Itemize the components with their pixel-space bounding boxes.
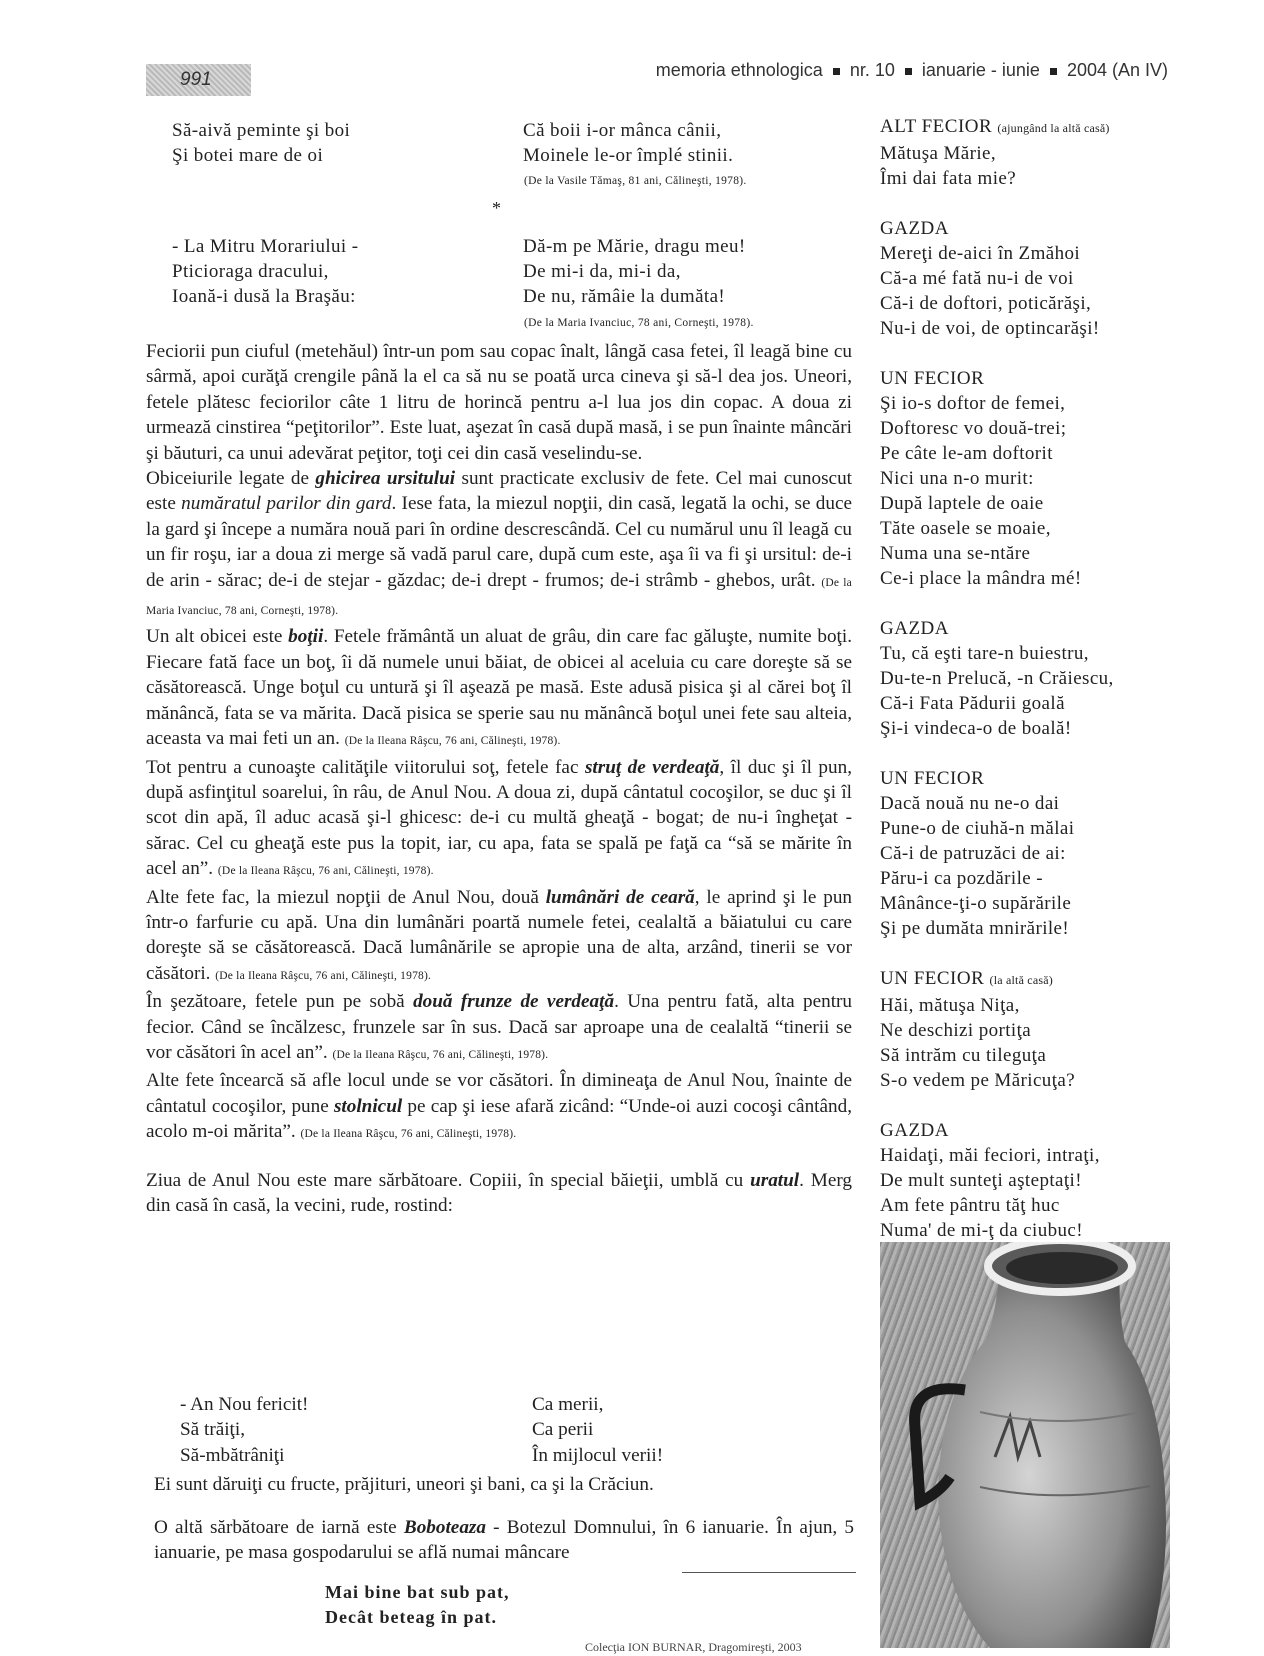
paragraph: Tot pentru a cunoaşte calităţile viitorului soţ, fetele fac struţ de verdeaţă, îl duc şi îl pun, după asfinţitul soarelui, în râu, de Anul Nou. A doua zi, după cântatul cocoşilor, se duc şi îl scot din apă, îl aduc acasă şi-l ghicesc: de-i cu multă gheaţă - bogat; de nu-i îngheţat - sărac. Cel cu gheaţă este pus la topit, iar, cu apa, fata se spală pe faţă ca “să se mărite în acel an”. (De la Ileana Râşcu, 76 ani, Călineşti, 1978). [146,756,852,880]
dialogue-block [880,114,1170,191]
verse-top-left [172,118,350,168]
square-bullet-icon [833,68,840,75]
dialogue-block [880,766,1170,941]
verse-line: Numa' de mi-ţ da ciubuc! [880,1220,1083,1241]
paragraph: Ei sunt dăruiţi cu fructe, prăjituri, uneori şi bani, ca şi la Crăciun. [154,1474,654,1495]
section-separator: * [492,198,501,218]
verse-line: Haidaţi, măi feciori, intraţi, [880,1145,1100,1166]
verse-line: Tăte oasele se moaie, [880,518,1051,539]
verse-line: Ioană-i dusă la Braşău: [172,286,356,307]
speaker-name: UN FECIOR [880,768,985,789]
keyword: struţ de verdeaţă [584,756,720,778]
issue-year: 2004 (An IV) [1066,60,1168,80]
verse-line: Hăi, mătuşa Niţa, [880,995,1020,1016]
verse-second-left [172,234,359,309]
verse-line: Ce-i place la mândra mé! [880,568,1082,589]
verse-line: Că boii i-or mânca cânii, [523,120,722,141]
verse-line: - An Nou fericit! [180,1394,309,1415]
verse-line: S-o vedem pe Măricuţa? [880,1070,1076,1091]
verse-top-middle [523,118,733,168]
verse-line: Ca perii [532,1419,594,1441]
page-number: 991 [146,64,251,96]
source-citation: (De la Maria Ivanciuc, 78 ani, Corneşti, 1978). [524,317,754,329]
verse-line: Păru-i ca pozdările - [880,868,1043,889]
paragraph: Obiceiurile legate de ghicirea ursitului sunt practicate exclusiv de fete. Cel mai cunoscut este număratul parilor din gard. Iese fata, la miezul nopţii, din casă, legată la ochi, se duce la gard şi începe a număra nouă pari în ordine descrescândă. Cel cu numărul unu îl leagă cu un fir roşu, iar a doua zi merge să vadă parul care, după cum este, aşa îi va fi şi ursitul: de-i de arin - sărac; de-i de stejar - găzdac; de-i drept - frumos; de-i strâmb - ghebos, urât. (De la Maria Ivanciuc, 78 ani, Corneşti, 1978). [146,468,852,618]
paragraph: Un alt obicei este boţii. Fetele frământă un aluat de grâu, din care fac găluşte, numite boţi. Fiecare fată face un boţ, îi dă numele unui băiat, de obicei al aceluia cu care doreşte să se căsătorească. Unge boţul cu untură şi îl aşează pe masă. Este adusă pisica şi al cărei boţ îl mănâncă, fata se va mărita. Dacă pisica se sperie sau nu mănâncă boţul unei fete sau alteia, aceasta va mai feti un an. (De la Ileana Râşcu, 76 ani, Călineşti, 1978). [146,626,853,750]
paragraph: Feciorii pun ciuful (metehăul) într-un pom sau copac înalt, lângă casa fetei, îl leagă bine cu sârmă, apoi curăţă crengile până la el ca să nu se poată urca cineva şi să-l dea jos. Uneori, fetele plătesc feciorilor câte 1 litru de horincă pentru a-l lua jos din copac. A doua zi urmează cinstirea “peţitorilor”. Este luat, aşezat în casă după masă, i se pun înainte mâncări şi băuturi, ca unui adevărat peţitor, toţi cei din casă veselindu-se. [146,341,852,464]
verse-line: Numa una se-ntăre [880,543,1031,564]
speaker-name: GAZDA [880,218,949,239]
dialogue-block [880,966,1170,1093]
verse-line: Nici una n-o murit: [880,468,1034,489]
paragraph: În şezătoare, fetele pun pe sobă două frunze de verdeaţă. Una pentru fată, alta pentru fecior. Când se încălzesc, frunzele sar în sus. Dacă sar aproape una de cealaltă “tinerii se vor căsători în acel an”. (De la Ileana Râşcu, 76 ani, Călineşti, 1978). [146,991,853,1063]
verse-line: Şi io-s doftor de femei, [880,393,1066,414]
running-header [608,60,1168,81]
verse-line: Şi-i vindeca-o de boală! [880,718,1072,739]
verse-line: Am fete pântru tăţ huc [880,1195,1060,1216]
verse-second-middle [523,234,746,309]
speaker-name: UN FECIOR [880,368,985,389]
keyword: lumânări de ceară [545,886,695,908]
dialogue-block [880,616,1170,741]
journal-title: memoria ethnologica [655,60,823,80]
uratul-verse-right [532,1392,663,1468]
square-bullet-icon [1050,68,1057,75]
verse-line: Şi pe dumăta mnirările! [880,918,1070,939]
uratul-verse-left [180,1392,308,1468]
divider [682,1572,856,1573]
verse-line: Mânânce-ţi-o supărările [880,893,1072,914]
speaker-name: UN FECIOR [880,968,985,989]
speaker-name: GAZDA [880,618,949,639]
source-citation: (De la Ileana Râşcu, 76 ani, Călineşti, 1978). [300,1128,517,1141]
verse-line: Să intrăm cu tileguţa [880,1045,1047,1066]
issue-number: nr. 10 [849,60,895,80]
verse-line: Moinele le-or împlé stinii. [523,145,734,166]
keyword: Boboteaza [403,1517,486,1538]
source-citation: (De la Ileana Râşcu, 76 ani, Călineşti, 1978). [215,969,432,982]
verse-line: - La Mitru Morariului - [172,236,359,257]
verse-line: Şi botei mare de oi [172,145,324,166]
stage-note: (ajungând la altă casă) [997,121,1110,135]
verse-line: Mătuşa Mărie, [880,143,996,164]
verse-line: După laptele de oaie [880,493,1044,514]
article-body [146,339,852,1218]
paragraph: Ziua de Anul Nou este mare sărbătoare. Copiii, în special băieţii, umblă cu uratul. Merg din casă în casă, la vecini, rude, rostind: [146,1169,852,1216]
verse-line: Pe câte le-am doftorit [880,443,1053,464]
verse-line: Că-i Fata Pădurii goală [880,693,1065,714]
square-bullet-icon [905,68,912,75]
keyword: ghicirea ursitului [315,468,456,490]
source-citation: (De la Ileana Râşcu, 76 ani, Călineşti, 1978). [344,735,561,748]
source-citation: (De la Vasile Tămaş, 81 ani, Călineşti, 1978). [524,175,747,187]
verse-line: De nu, rămâie la dumăta! [523,286,726,307]
stage-note: (la altă casă) [989,973,1053,987]
keyword: boţii [288,626,324,648]
verse-line: Pticioraga dracului, [172,261,329,282]
source-citation: (De la Maria Ivanciuc, 78 ani, Corneşti, 1978). [146,576,852,618]
verse-line: Tu, că eşti tare-n buiestru, [880,643,1089,664]
issue-period: ianuarie - iunie [921,60,1040,80]
verse-line: Ne deschizi portiţa [880,1020,1032,1041]
verse-line: Pune-o de ciuhă-n mălai [880,818,1075,839]
verse-line: Ca merii, [532,1394,604,1415]
proverb-line: Mai bine bat sub pat, [325,1582,510,1602]
proverb [325,1580,510,1630]
verse-line: Mereţi de-aici în Zmăhoi [880,243,1081,264]
dialogue-block [880,216,1170,341]
verse-line: De mi-i da, mi-i da, [523,261,681,282]
verse-line: Să-mbătrâniţi [180,1444,285,1466]
dialogue-block [880,366,1170,591]
verse-line: Că-i de patruzăci de ai: [880,843,1066,864]
source-citation: (De la Ileana Râşcu, 76 ani, Călineşti, 1978). [217,865,434,878]
keyword: stolnicul [333,1095,403,1117]
verse-line: Îmi dai fata mie? [880,168,1017,189]
proverb-line: Decât beteag în pat. [325,1607,497,1627]
dialogue-column [880,114,1170,1268]
verse-line: În mijlocul verii! [532,1444,664,1466]
verse-line: Dă-m pe Mărie, dragu meu! [523,236,746,257]
jug-illustration [880,1242,1170,1648]
paragraph: Alte fete încearcă să afle locul unde se vor căsători. În dimineaţa de Anul Nou, înainte de cântatul cocoşilor, pune stolnicul pe cap şi iese afară zicând: “Unde-oi auzi cocoşi cântând, acolo m-oi mărita”. (De la Ileana Râşcu, 76 ani, Călineşti, 1978). [146,1070,852,1143]
verse-line: Că-i de doftori, poticărăşi, [880,293,1092,314]
source-citation: (De la Ileana Râşcu, 76 ani, Călineşti, 1978). [332,1048,549,1061]
keyword: număratul parilor din gard [181,493,392,515]
verse-line: Să trăiţi, [180,1419,246,1441]
verse-line: Să-aivă peminte şi boi [172,120,351,141]
dialogue-block [880,1118,1170,1243]
paragraph: O altă sărbătoare de iarnă este Boboteaza - Botezul Domnului, în 6 ianuarie. În ajun, 5 ianuarie, pe masa gospodarului se află numai mâncare [154,1517,854,1564]
verse-line: Nu-i de voi, de optincarăşi! [880,318,1100,339]
verse-line: Du-te-n Prelucă, -n Crăiescu, [880,668,1114,689]
photo-credit: Colecţia ION BURNAR, Dragomireşti, 2003 [585,1640,802,1654]
speaker-name: ALT FECIOR [880,116,993,137]
speaker-name: GAZDA [880,1120,949,1141]
verse-line: Dacă nouă nu ne-o dai [880,793,1060,814]
keyword: uratul [750,1169,800,1191]
clay-jug-photo [880,1242,1170,1648]
paragraph: Alte fete fac, la miezul nopţii de Anul Nou, două lumânări de ceară, le aprind şi le pun într-o farfurie cu apă. Una din lumânări poartă numele fetei, cealaltă a băiatului cu care doreşte să se căsătorească. Dacă lumânările se apropie una de alta, arzând, tinerii se vor căsători. (De la Ileana Râşcu, 76 ani, Călineşti, 1978). [146,886,853,984]
verse-line: Că-a mé fată nu-i de voi [880,268,1074,289]
verse-line: De mult sunteţi aşteptaţi! [880,1170,1082,1191]
verse-line: Doftoresc vo două-trei; [880,418,1067,439]
keyword: două frunze de verdeaţă [413,991,615,1013]
